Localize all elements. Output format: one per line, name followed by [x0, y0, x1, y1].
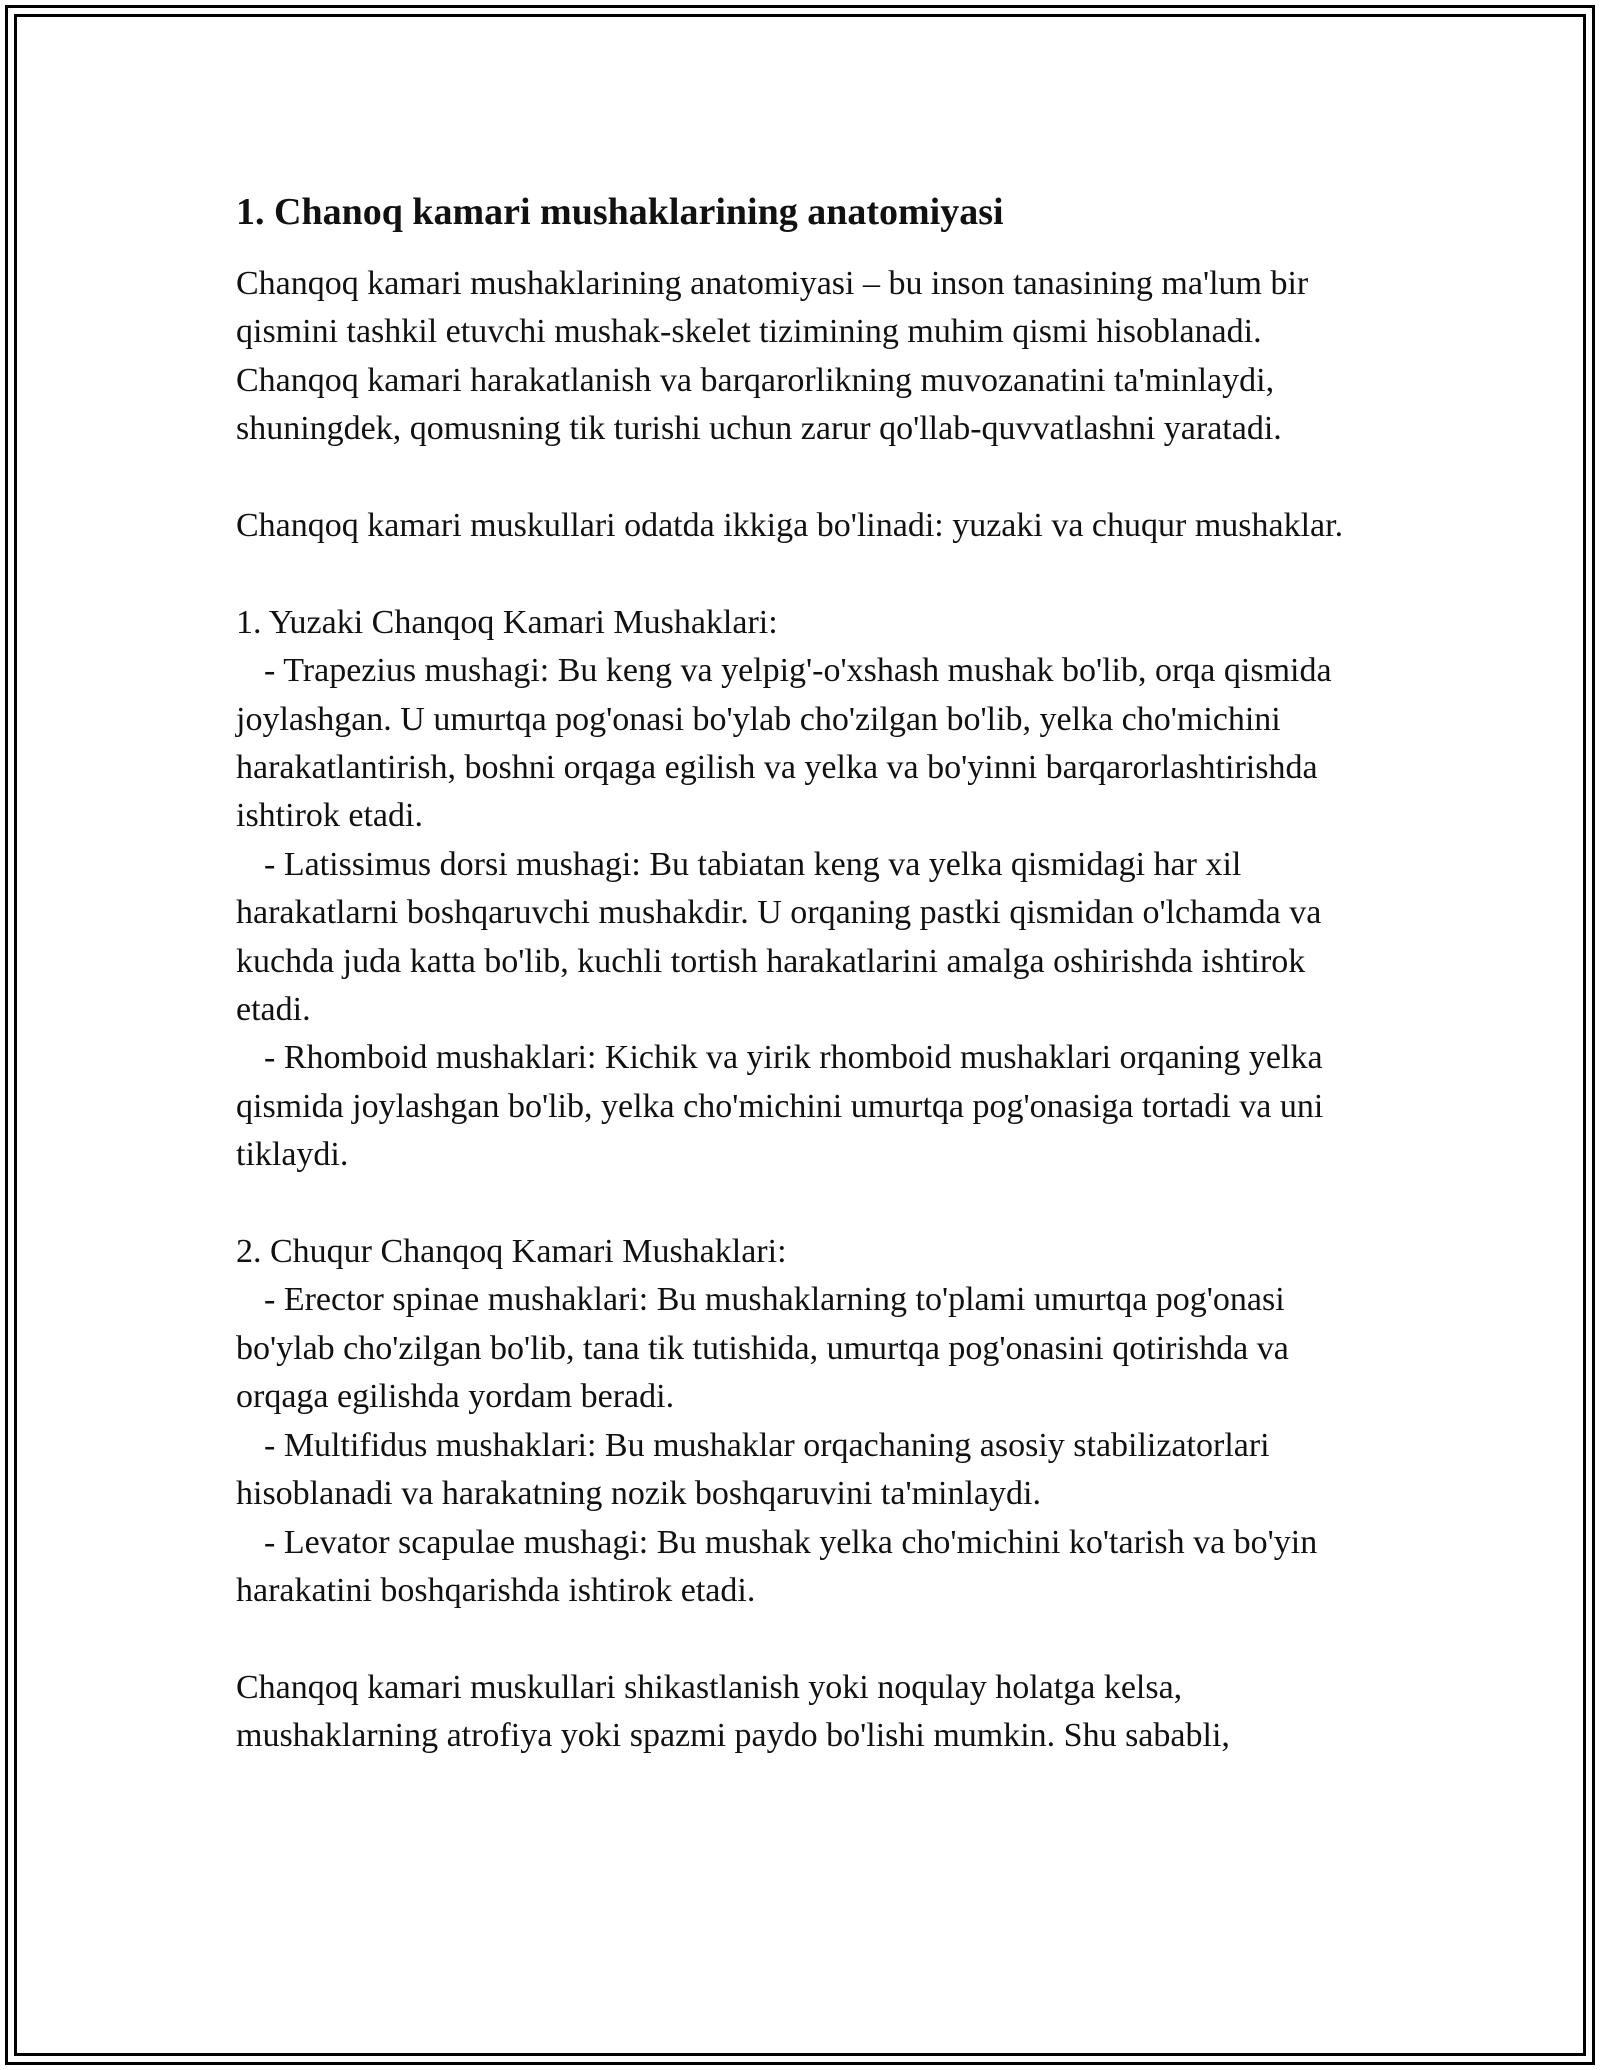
paragraph-gap	[236, 1615, 1386, 1663]
paragraph-gap	[236, 454, 1386, 502]
division-paragraph: Chanqoq kamari muskullari odatda ikkiga bo'linadi: yuzaki va chuqur mushaklar.	[236, 507, 1344, 545]
section-heading-superficial: 1. Yuzaki Chanqoq Kamari Mushaklari:	[236, 603, 778, 641]
paragraph-gap	[236, 550, 1386, 598]
document-body	[236, 188, 1386, 1761]
list-item-multifidus: - Multifidus mushaklari: Bu mushaklar orqachaning asosiy stabilizatorlari hisoblanadi va harakatning nozik boshqaruvini ta'minlaydi.	[236, 1426, 1270, 1513]
intro-paragraph: Chanqoq kamari mushaklarining anatomiyasi – bu inson tanasining ma'lum bir qismini tashkil etuvchi mushak-skelet tizimining muhim qismi hisoblanadi. Chanqoq kamari harakatlanish va barqarorlikning muvozanatini ta'minlaydi, shuningdek, qomusning tik turishi uchun zarur qo'llab-quvvatlashni yaratadi.	[236, 265, 1309, 448]
list-item-rhomboid: - Rhomboid mushaklari: Kichik va yirik rhomboid mushaklari orqaning yelka qismida joylashgan bo'lib, yelka cho'michini umurtqa pog'onasiga tortadi va uni tiklaydi.	[236, 1039, 1324, 1174]
closing-paragraph: Chanqoq kamari muskullari shikastlanish yoki noqulay holatga kelsa, mushaklarning atrofiya yoki spazmi paydo bo'lishi mumkin. Shu sababli,	[236, 1668, 1230, 1755]
list-item-trapezius: - Trapezius mushagi: Bu keng va yelpig'-o'xshash mushak bo'lib, orqa qismida joylashgan. U umurtqa pog'onasi bo'ylab cho'zilgan bo'lib, yelka cho'michini harakatlantirish, boshni orqaga egilish va yelka va bo'yinni barqarorlashtirishda ishtirok etadi.	[236, 652, 1332, 835]
paragraph-gap	[236, 1180, 1386, 1228]
list-item-latissimus: - Latissimus dorsi mushagi: Bu tabiatan keng va yelka qismidagi har xil harakatlarni boshqaruvchi mushakdir. U orqaning pastki qismidan o'lchamda va kuchda juda katta bo'lib, kuchli tortish harakatlarini amalga oshirishda ishtirok etadi.	[236, 845, 1322, 1029]
document-title: 1. Chanoq kamari mushaklarining anatomiyasi	[236, 191, 1004, 233]
list-item-erector-spinae: - Erector spinae mushaklari: Bu mushaklarning to'plami umurtqa pog'onasi bo'ylab cho'zilgan bo'lib, tana tik tutishida, umurtqa pog'onasini qotirishda va orqaga egilishda yordam beradi.	[236, 1281, 1289, 1416]
section-heading-deep: 2. Chuqur Chanqoq Kamari Mushaklari:	[236, 1233, 787, 1271]
list-item-levator-scapulae: - Levator scapulae mushagi: Bu mushak yelka cho'michini ko'tarish va bo'yin harakatini boshqarishda ishtirok etadi.	[236, 1523, 1318, 1609]
